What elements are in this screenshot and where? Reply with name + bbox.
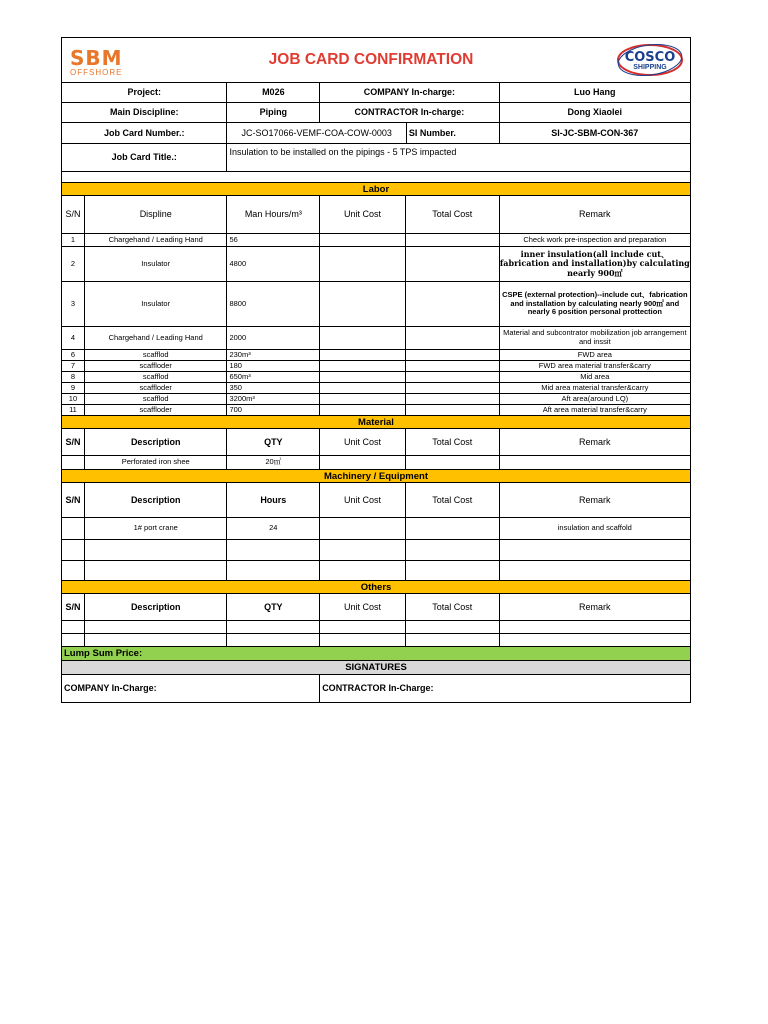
contractor-incharge-label: CONTRACTOR In-charge: bbox=[320, 103, 499, 122]
col-header-total-cost: Total Cost bbox=[406, 483, 500, 517]
labor-unit-cost bbox=[320, 361, 406, 371]
col-header-remark: Remark bbox=[579, 436, 611, 447]
info-row-project bbox=[62, 83, 690, 103]
sbm-logo-sub: OFFSHORE bbox=[70, 68, 123, 77]
job-card-sheet bbox=[61, 37, 691, 703]
labor-sn: 8 bbox=[62, 372, 85, 382]
company-incharge-label: COMPANY In-charge: bbox=[320, 83, 499, 102]
table-row bbox=[62, 383, 690, 394]
labor-total-cost bbox=[406, 372, 500, 382]
table-row bbox=[62, 456, 690, 470]
col-header-sn: S/N bbox=[62, 429, 85, 455]
labor-unit-cost bbox=[320, 234, 406, 246]
labor-remark: Material and subcontrator mobilization job arrangement and inssit bbox=[503, 328, 687, 346]
lump-sum-row: Lump Sum Price: bbox=[62, 647, 690, 661]
table-row bbox=[62, 540, 690, 561]
others-section-title: Others bbox=[62, 581, 690, 594]
labor-unit-cost bbox=[320, 383, 406, 393]
labor-discipline: scaffloder bbox=[85, 405, 228, 415]
material-total-cost bbox=[406, 456, 500, 469]
others-header-row bbox=[62, 594, 690, 621]
col-header-total-cost: Total Cost bbox=[406, 594, 500, 620]
labor-discipline: scaffloder bbox=[85, 383, 228, 393]
si-number-value: SI-JC-SBM-CON-367 bbox=[551, 127, 639, 138]
machinery-sn bbox=[62, 518, 85, 539]
labor-remark: Aft area material transfer&carry bbox=[542, 405, 647, 414]
material-remark bbox=[500, 456, 690, 469]
labor-unit-cost bbox=[320, 247, 406, 281]
table-row bbox=[62, 394, 690, 405]
material-qty: 20㎡ bbox=[227, 456, 320, 469]
job-card-number-value: JC-SO17066-VEMF-COA-COW-0003 bbox=[227, 123, 406, 143]
labor-total-cost bbox=[406, 247, 500, 281]
si-number-label: SI Number. bbox=[407, 123, 500, 143]
labor-sn: 2 bbox=[62, 247, 85, 281]
labor-remark: FWD area material transfer&carry bbox=[538, 361, 651, 370]
labor-man-hours: 350 bbox=[227, 383, 320, 393]
contractor-signature-label: CONTRACTOR In-Charge: bbox=[322, 683, 434, 694]
labor-discipline: scaffloder bbox=[85, 361, 228, 371]
table-row bbox=[62, 634, 690, 647]
labor-discipline: Chargehand / Leading Hand bbox=[85, 234, 228, 246]
labor-sn: 9 bbox=[62, 383, 85, 393]
machinery-unit-cost bbox=[320, 518, 406, 539]
job-card-number-label: Job Card Number.: bbox=[62, 123, 227, 143]
labor-rows bbox=[62, 234, 690, 416]
table-row bbox=[62, 361, 690, 372]
labor-discipline: scafflod bbox=[85, 350, 228, 360]
sbm-logo-text: SBM bbox=[70, 46, 123, 70]
info-row-title bbox=[62, 144, 690, 172]
job-card-title-value: Insulation to be installed on the pipings - 5 TPS impacted bbox=[229, 147, 457, 157]
labor-discipline: scafflod bbox=[85, 394, 228, 404]
labor-unit-cost bbox=[320, 372, 406, 382]
labor-unit-cost bbox=[320, 405, 406, 415]
labor-total-cost bbox=[406, 405, 500, 415]
col-header-description: Description bbox=[85, 483, 228, 517]
discipline-label: Main Discipline: bbox=[62, 103, 227, 122]
labor-man-hours: 2000 bbox=[227, 327, 320, 349]
labor-man-hours: 650m³ bbox=[227, 372, 320, 382]
table-row bbox=[62, 327, 690, 350]
col-header-qty: QTY bbox=[227, 594, 320, 620]
labor-total-cost bbox=[406, 394, 500, 404]
labor-man-hours: 700 bbox=[227, 405, 320, 415]
labor-sn: 4 bbox=[62, 327, 85, 349]
machinery-section-title: Machinery / Equipment bbox=[62, 470, 690, 483]
labor-remark: Check work pre-inspection and preparation bbox=[523, 234, 667, 244]
col-header-remark: Remark bbox=[579, 601, 611, 612]
labor-total-cost bbox=[406, 327, 500, 349]
labor-sn: 6 bbox=[62, 350, 85, 360]
labor-remark: Aft area(around LQ) bbox=[561, 394, 629, 403]
labor-man-hours: 230m³ bbox=[227, 350, 320, 360]
col-header-unit-cost: Unit Cost bbox=[320, 196, 406, 233]
labor-man-hours: 3200m³ bbox=[227, 394, 320, 404]
signatures-title: SIGNATURES bbox=[62, 661, 690, 675]
labor-discipline: Insulator bbox=[85, 282, 228, 326]
table-row bbox=[62, 621, 690, 634]
labor-unit-cost bbox=[320, 282, 406, 326]
labor-total-cost bbox=[406, 361, 500, 371]
labor-man-hours: 8800 bbox=[227, 282, 320, 326]
discipline-value: Piping bbox=[227, 103, 320, 122]
col-header-qty: QTY bbox=[227, 429, 320, 455]
labor-total-cost bbox=[406, 350, 500, 360]
cosco-logo bbox=[610, 38, 690, 82]
col-header-total-cost: Total Cost bbox=[406, 196, 500, 233]
labor-remark: Mid area material transfer&carry bbox=[541, 383, 649, 392]
labor-sn: 10 bbox=[62, 394, 85, 404]
col-header-hours: Hours bbox=[227, 483, 320, 517]
labor-remark: CSPE (external protection)--include cut、fabrication and installation by calculating nearly 900㎡ and nearly 6 position personal prottection bbox=[502, 290, 688, 317]
col-header-remark: Remark bbox=[579, 494, 611, 505]
info-row-job-number bbox=[62, 123, 690, 144]
labor-discipline: scafflod bbox=[85, 372, 228, 382]
labor-unit-cost bbox=[320, 394, 406, 404]
labor-section-title: Labor bbox=[62, 183, 690, 196]
page-title: JOB CARD CONFIRMATION bbox=[268, 51, 474, 68]
table-row bbox=[62, 518, 690, 540]
table-row bbox=[62, 350, 690, 361]
labor-total-cost bbox=[406, 234, 500, 246]
labor-man-hours: 56 bbox=[227, 234, 320, 246]
cosco-logo-sub: SHIPPING bbox=[633, 64, 667, 71]
labor-man-hours: 4800 bbox=[227, 247, 320, 281]
labor-sn: 1 bbox=[62, 234, 85, 246]
machinery-hours: 24 bbox=[227, 518, 320, 539]
col-header-remark: Remark bbox=[579, 209, 611, 220]
table-row bbox=[62, 405, 690, 416]
table-row bbox=[62, 247, 690, 282]
material-unit-cost bbox=[320, 456, 406, 469]
labor-sn: 3 bbox=[62, 282, 85, 326]
col-header-sn: S/N bbox=[62, 483, 85, 517]
col-header-unit-cost: Unit Cost bbox=[320, 429, 406, 455]
signatures-row bbox=[62, 675, 690, 702]
labor-total-cost bbox=[406, 383, 500, 393]
labor-remark: FWD area bbox=[577, 350, 612, 359]
cosco-logo-text: COSCO bbox=[624, 50, 676, 65]
spacer-row bbox=[62, 172, 690, 183]
material-section-title: Material bbox=[62, 416, 690, 429]
project-label: Project: bbox=[62, 83, 227, 102]
material-description: Perforated iron shee bbox=[85, 456, 228, 469]
info-row-discipline bbox=[62, 103, 690, 123]
col-header-man-hours: Man Hours/m³ bbox=[227, 196, 320, 233]
labor-sn: 11 bbox=[62, 405, 85, 415]
labor-unit-cost bbox=[320, 350, 406, 360]
col-header-sn: S/N bbox=[62, 196, 85, 233]
contractor-incharge-value: Dong Xiaolei bbox=[567, 107, 623, 118]
material-sn bbox=[62, 456, 85, 469]
table-row bbox=[62, 372, 690, 383]
col-header-unit-cost: Unit Cost bbox=[320, 594, 406, 620]
project-value: M026 bbox=[227, 83, 320, 102]
labor-total-cost bbox=[406, 282, 500, 326]
table-row bbox=[62, 234, 690, 247]
sbm-logo bbox=[62, 38, 132, 82]
job-card-title-label: Job Card Title.: bbox=[62, 144, 227, 171]
col-header-description: Description bbox=[85, 594, 228, 620]
col-header-sn: S/N bbox=[62, 594, 85, 620]
machinery-header-row bbox=[62, 483, 690, 518]
machinery-remark: insulation and scaffold bbox=[557, 523, 632, 533]
col-header-unit-cost: Unit Cost bbox=[320, 483, 406, 517]
labor-discipline: Insulator bbox=[85, 247, 228, 281]
labor-unit-cost bbox=[320, 327, 406, 349]
company-incharge-value: Luo Hang bbox=[574, 87, 616, 98]
labor-remark: Mid area bbox=[580, 372, 610, 381]
labor-discipline: Chargehand / Leading Hand bbox=[85, 327, 228, 349]
labor-man-hours: 180 bbox=[227, 361, 320, 371]
title-cell bbox=[132, 38, 610, 82]
col-header-discipline: Displine bbox=[85, 196, 228, 233]
col-header-total-cost: Total Cost bbox=[406, 429, 500, 455]
labor-sn: 7 bbox=[62, 361, 85, 371]
header-row bbox=[62, 38, 690, 83]
col-header-description: Description bbox=[85, 429, 228, 455]
company-signature-label: COMPANY In-Charge: bbox=[62, 675, 320, 702]
labor-header-row bbox=[62, 196, 690, 234]
machinery-total-cost bbox=[406, 518, 500, 539]
material-header-row bbox=[62, 429, 690, 456]
table-row bbox=[62, 561, 690, 581]
table-row bbox=[62, 282, 690, 327]
labor-remark: inner insulation(all include cut、fabrication and installation)by calculating nearly 900㎡ bbox=[499, 249, 690, 278]
machinery-description: 1# port crane bbox=[85, 518, 228, 539]
